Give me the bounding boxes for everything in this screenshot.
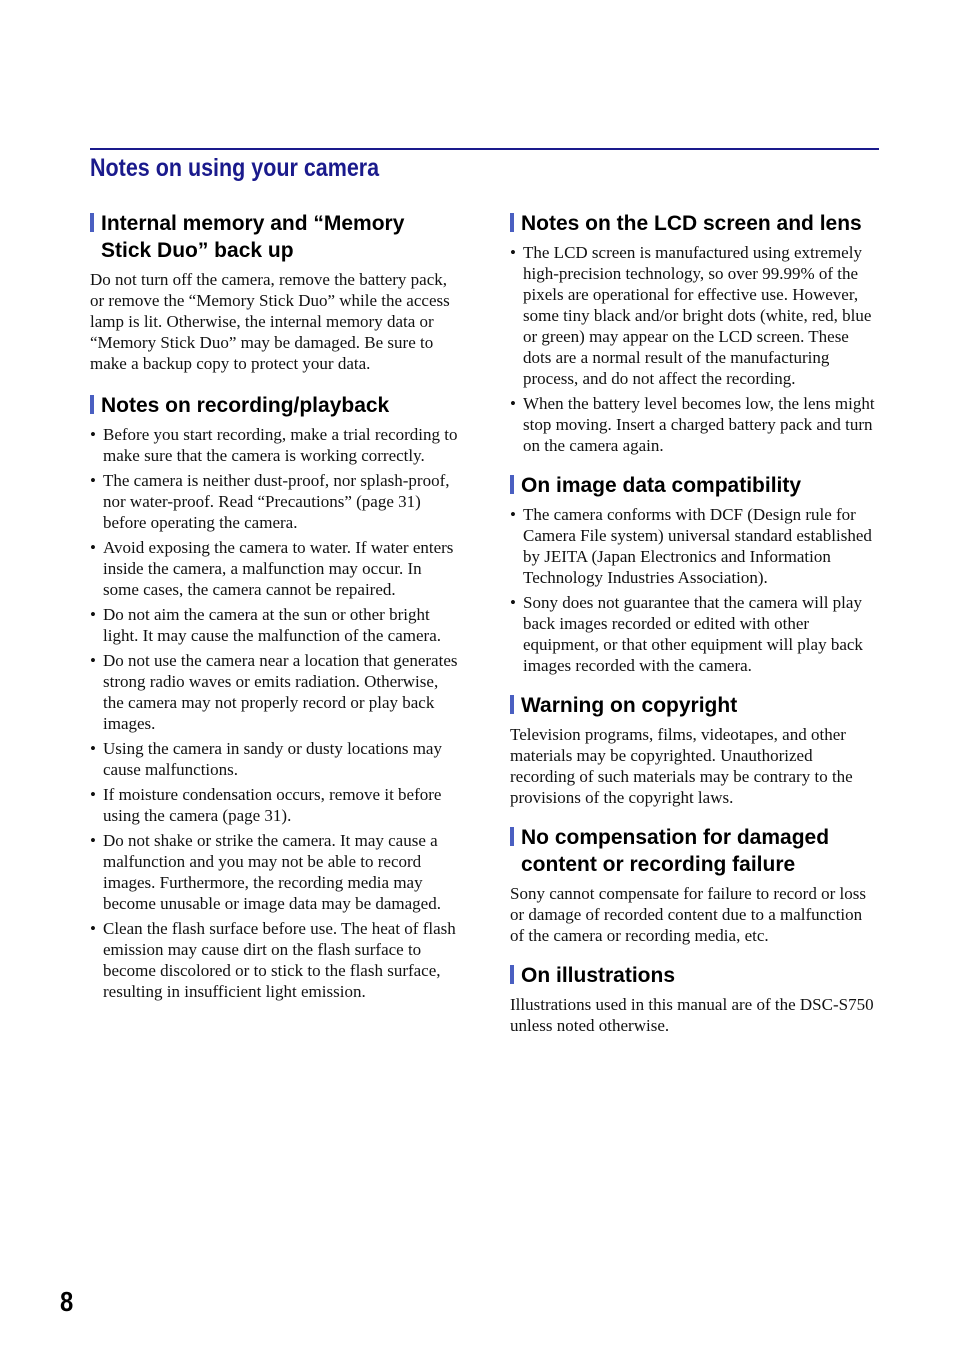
list-item-text: When the battery level becomes low, the lens might stop moving. Insert a charged battery pack and turn on the camera again. xyxy=(523,394,875,455)
heading-text: On image data compatibility xyxy=(521,474,802,497)
bullet-list xyxy=(510,242,880,456)
section-heading xyxy=(90,392,458,419)
list-item xyxy=(510,393,880,456)
list-item-text: Do not use the camera near a location that generates strong radio waves or emits radiation. Otherwise, the camera may not properly record or play back images. xyxy=(103,651,458,733)
list-item-text: The camera is neither dust-proof, nor splash-proof, nor water-proof. Read “Precautions” (page 31) before operating the camera. xyxy=(103,471,450,532)
heading-text: Warning on copyright xyxy=(521,694,738,717)
section-paragraph: Do not turn off the camera, remove the battery pack, or remove the “Memory Stick Duo” while the access lamp is lit. Otherwise, the internal memory data or “Memory Stick Duo” may be damaged. Be sure to make a backup copy to protect your data. xyxy=(90,270,450,373)
section-heading xyxy=(510,692,880,719)
section-heading xyxy=(510,472,880,499)
list-item xyxy=(510,504,880,588)
list-item xyxy=(90,918,458,1002)
section-paragraph: Sony cannot compensate for failure to record or loss or damage of recorded content due to a malfunction of the camera or recording media, etc. xyxy=(510,884,866,945)
list-item-text: The LCD screen is manufactured using extremely high-precision technology, so over 99.99% of the pixels are operational for effective use. However, some tiny black and/or bright dots (white, red, blue or green) may appear on the LCD screen. These dots are a normal result of the manufacturing process, and do not affect the recording. xyxy=(523,243,872,388)
list-item xyxy=(90,784,458,826)
heading-text: No compensation for damaged content or recording failure xyxy=(521,826,830,876)
bullet-icon: • xyxy=(510,593,516,612)
section-internal-memory xyxy=(90,210,458,374)
heading-text: Notes on the LCD screen and lens xyxy=(521,212,862,235)
heading-bar-icon xyxy=(510,695,514,714)
list-item-text: If moisture condensation occurs, remove it before using the camera (page 31). xyxy=(103,785,442,825)
section-copyright xyxy=(510,692,880,808)
list-item xyxy=(90,738,458,780)
heading-bar-icon xyxy=(510,213,514,232)
page-title: Notes on using your camera xyxy=(90,154,380,182)
list-item xyxy=(90,470,458,533)
list-item-text: Clean the flash surface before use. The heat of flash emission may cause dirt on the flash surface to become discolored or to stick to the flash surface, resulting in insufficient light emission. xyxy=(103,919,456,1001)
heading-bar-icon xyxy=(90,395,94,414)
list-item-text: Sony does not guarantee that the camera will play back images recorded or edited with other equipment, or that other equipment will play back images recorded with the camera. xyxy=(523,593,863,675)
section-heading xyxy=(510,824,880,878)
right-column xyxy=(510,210,880,1050)
left-column xyxy=(90,210,458,1016)
list-item-text: Do not shake or strike the camera. It may cause a malfunction and you may not be able to record images. Furthermore, the recording media may become unusable or image data may be damaged. xyxy=(103,831,441,913)
list-item xyxy=(510,242,880,389)
heading-text: Internal memory and “Memory Stick Duo” back up xyxy=(101,212,405,262)
list-item xyxy=(90,830,458,914)
section-heading xyxy=(90,210,458,264)
list-item xyxy=(510,592,880,676)
section-lcd-screen xyxy=(510,210,880,456)
heading-text: On illustrations xyxy=(521,964,676,987)
bullet-icon: • xyxy=(510,394,516,413)
section-paragraph: Illustrations used in this manual are of the DSC-S750 unless noted otherwise. xyxy=(510,995,874,1035)
heading-bar-icon xyxy=(510,965,514,984)
section-recording-playback xyxy=(90,392,458,1002)
section-heading xyxy=(510,962,880,989)
bullet-icon: • xyxy=(90,831,96,850)
list-item-text: Do not aim the camera at the sun or other bright light. It may cause the malfunction of the camera. xyxy=(103,605,441,645)
bullet-icon: • xyxy=(90,651,96,670)
bullet-icon: • xyxy=(90,425,96,444)
bullet-list xyxy=(90,424,458,1002)
heading-text: Notes on recording/playback xyxy=(101,394,390,417)
section-image-compatibility xyxy=(510,472,880,676)
list-item-text: The camera conforms with DCF (Design rule for Camera File system) universal standard established by JEITA (Japan Electronics and Information Technology Industries Association). xyxy=(523,505,872,587)
page-number: 8 xyxy=(60,1286,74,1317)
bullet-icon: • xyxy=(90,605,96,624)
heading-bar-icon xyxy=(90,213,94,232)
bullet-icon: • xyxy=(90,919,96,938)
bullet-icon: • xyxy=(90,739,96,758)
list-item-text: Avoid exposing the camera to water. If water enters inside the camera, a malfunction may occur. In some cases, the camera cannot be repaired. xyxy=(103,538,454,599)
bullet-icon: • xyxy=(90,471,96,490)
heading-bar-icon xyxy=(510,827,514,846)
list-item-text: Before you start recording, make a trial recording to make sure that the camera is working correctly. xyxy=(103,425,458,465)
bullet-icon: • xyxy=(510,243,516,262)
bullet-icon: • xyxy=(90,538,96,557)
heading-bar-icon xyxy=(510,475,514,494)
section-no-compensation xyxy=(510,824,880,946)
section-paragraph: Television programs, films, videotapes, and other materials may be copyrighted. Unauthorized recording of such materials may be contrary to the provisions of the copyright laws. xyxy=(510,725,853,807)
list-item xyxy=(90,424,458,466)
list-item xyxy=(90,650,458,734)
bullet-icon: • xyxy=(510,505,516,524)
list-item xyxy=(90,537,458,600)
list-item-text: Using the camera in sandy or dusty locations may cause malfunctions. xyxy=(103,739,442,779)
bullet-list xyxy=(510,504,880,676)
section-illustrations xyxy=(510,962,880,1036)
bullet-icon: • xyxy=(90,785,96,804)
section-heading xyxy=(510,210,880,237)
list-item xyxy=(90,604,458,646)
